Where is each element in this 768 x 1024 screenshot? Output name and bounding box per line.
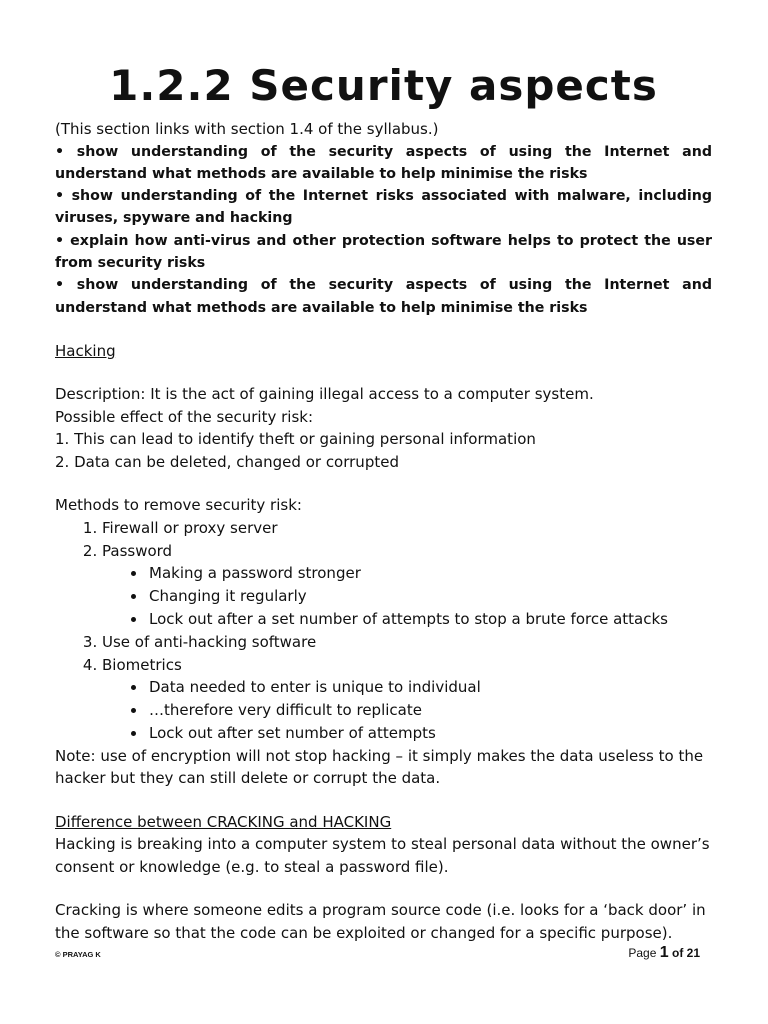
- hacking-description: Description: It is the act of gaining illegal access to a computer system.: [55, 385, 594, 404]
- objective-2: • show understanding of the Internet risks associated with malware, including viruses, spyware and hacking: [55, 188, 712, 227]
- page-number: [628, 944, 700, 962]
- sub-item: • …therefore very difficult to replicate: [147, 699, 712, 722]
- page-total: of 21: [671, 946, 700, 960]
- sub-item: • Lock out after set number of attempts: [147, 722, 712, 745]
- methods-list: [55, 517, 712, 745]
- objective-4: • show understanding of the security aspects of using the Internet and understand what methods are available to help minimise the risks: [55, 277, 712, 316]
- effect-item: 2. Data can be deleted, changed or corrupted: [55, 452, 399, 471]
- sub-item: • Data needed to enter is unique to individual: [147, 676, 712, 699]
- current-page: 1: [659, 944, 669, 961]
- page-footer: [55, 944, 700, 964]
- hacking-definition: Hacking is breaking into a computer system to steal personal data without the owner’s consent or knowledge (e.g. to steal a password file).: [55, 835, 710, 876]
- page-title: 1.2.2 Security aspects: [109, 61, 658, 110]
- copyright-text: © PRAYAG K: [55, 950, 101, 959]
- objective-3: • explain how anti-virus and other protection software helps to protect the user from security risks: [55, 232, 712, 271]
- effect-item: 1. This can lead to identify theft or gaining personal information: [55, 430, 536, 449]
- cracking-definition: Cracking is where someone edits a program source code (i.e. looks for a ‘back door’ in the software so that the code can be exploited or changed for a specific purpose).: [55, 901, 706, 942]
- method-item: 3. Use of anti-hacking software: [102, 631, 712, 654]
- difference-heading: Difference between CRACKING and HACKING: [55, 812, 392, 831]
- method-item: 4. Biometrics • Data needed to enter is unique to individual • …therefore very difficult to replicate • Lock out after set number of attempts: [102, 654, 712, 745]
- sub-item: • Changing it regularly: [147, 585, 712, 608]
- method-item: 1. Firewall or proxy server: [102, 517, 712, 540]
- intro-text: (This section links with section 1.4 of the syllabus.): [55, 120, 439, 138]
- effect-label: Possible effect of the security risk:: [55, 407, 314, 426]
- sub-item: • Lock out after a set number of attempts to stop a brute force attacks: [147, 608, 712, 631]
- password-sublist: [102, 562, 712, 630]
- hacking-heading: Hacking: [55, 341, 116, 360]
- page-content: [55, 58, 712, 944]
- methods-label: Methods to remove security risk:: [55, 496, 302, 515]
- biometrics-sublist: [102, 676, 712, 744]
- method-item: 2. Password • Making a password stronger • Changing it regularly • Lock out after a set number of attempts to stop a brute force attacks: [102, 540, 712, 631]
- sub-item: • Making a password stronger: [147, 562, 712, 585]
- objective-1: • show understanding of the security aspects of using the Internet and understand what methods are available to help minimise the risks: [55, 143, 712, 182]
- page-label: Page: [628, 946, 657, 960]
- encryption-note: Note: use of encryption will not stop hacking – it simply makes the data useless to the hacker but they can still delete or corrupt the data.: [55, 746, 704, 788]
